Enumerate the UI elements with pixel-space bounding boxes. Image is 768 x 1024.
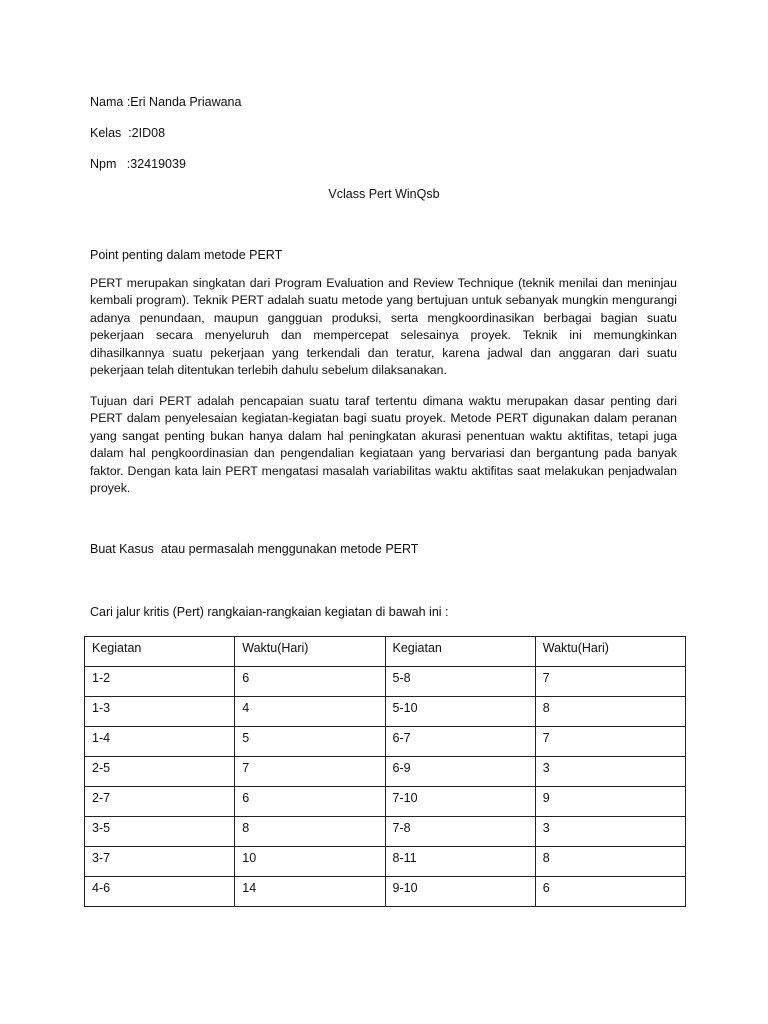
header-cell-waktu: Waktu(Hari) [235,637,385,667]
table-cell-waktu: 5 [235,727,385,757]
section-heading-case: Buat Kasus atau permasalah menggunakan metode PERT [90,542,419,556]
table-cell-waktu: 7 [535,667,685,697]
table-cell-waktu: 3 [535,757,685,787]
table-cell-kegiatan: 5-10 [385,697,535,727]
table-cell-kegiatan: 1-2 [85,667,235,697]
table-cell-kegiatan: 3-5 [85,817,235,847]
activity-table [84,636,686,907]
table-cell-kegiatan: 9-10 [385,877,535,907]
table-cell-kegiatan: 8-11 [385,847,535,877]
table-cell-waktu: 7 [535,727,685,757]
table-header-row [85,637,686,667]
table-row [85,697,686,727]
section-heading-pert-points: Point penting dalam metode PERT [90,248,283,262]
table-row [85,847,686,877]
table-row [85,757,686,787]
table-cell-kegiatan: 2-5 [85,757,235,787]
table-cell-kegiatan: 7-8 [385,817,535,847]
student-class: Kelas :2ID08 [90,126,166,140]
table-cell-waktu: 8 [535,697,685,727]
document-title: Vclass Pert WinQsb [328,187,440,201]
table-cell-waktu: 3 [535,817,685,847]
table-cell-kegiatan: 5-8 [385,667,535,697]
table-cell-kegiatan: 4-6 [85,877,235,907]
table-cell-waktu: 4 [235,697,385,727]
table-cell-waktu: 6 [235,787,385,817]
header-cell-kegiatan: Kegiatan [385,637,535,667]
table-cell-kegiatan: 1-3 [85,697,235,727]
student-name: Nama :Eri Nanda Priawana [90,95,242,109]
table-cell-waktu: 6 [535,877,685,907]
table-cell-waktu: 8 [535,847,685,877]
table-cell-kegiatan: 2-7 [85,787,235,817]
table-cell-waktu: 10 [235,847,385,877]
table-cell-kegiatan: 3-7 [85,847,235,877]
paragraph-pert-definition: PERT merupakan singkatan dari Program Evaluation and Review Technique (teknik menilai dan meninjau kembali program). Teknik PERT adalah suatu metode yang bertujuan untuk sebanyak mungkin mengurangi adanya penundaan, maupun gangguan produksi, serta mengkoordinasikan berbagai bagian suatu pekerjaan secara menyeluruh dan mempercepat selesainya proyek. Teknik ini memungkinkan dihasilkannya suatu pekerjaan yang terkendali dan teratur, karena jadwal dan anggaran dari suatu pekerjaan telah ditentukan terlebih dahulu sebelum dilaksanakan. [90,276,677,378]
table-cell-kegiatan: 6-7 [385,727,535,757]
table-cell-waktu: 7 [235,757,385,787]
table-cell-kegiatan: 1-4 [85,727,235,757]
table-cell-waktu: 6 [235,667,385,697]
table-row [85,817,686,847]
table-row [85,877,686,907]
table-row [85,727,686,757]
table-row [85,667,686,697]
table-cell-kegiatan: 7-10 [385,787,535,817]
header-cell-kegiatan: Kegiatan [85,637,235,667]
table-instruction: Cari jalur kritis (Pert) rangkaian-rangkaian kegiatan di bawah ini : [90,605,449,619]
table-row [85,787,686,817]
table-cell-waktu: 8 [235,817,385,847]
table-cell-waktu: 9 [535,787,685,817]
header-cell-waktu: Waktu(Hari) [535,637,685,667]
student-npm: Npm :32419039 [90,157,186,171]
paragraph-pert-purpose: Tujuan dari PERT adalah pencapaian suatu taraf tertentu dimana waktu merupakan dasar penting dari PERT dalam penyelesaian kegiatan-kegiatan bagi suatu proyek. Metode PERT digunakan dalam peranan yang sangat penting bukan hanya dalam hal peningkatan akurasi penentuan waktu aktifitas, tetapi juga dalam hal pengkoordinasian dan pengendalian kegiataan yang bervariasi dan bergantung pada banyak faktor. Dengan kata lain PERT mengatasi masalah variabilitas waktu aktifitas saat melakukan penjadwalan proyek. [90,394,677,496]
table-cell-kegiatan: 6-9 [385,757,535,787]
table-cell-waktu: 14 [235,877,385,907]
